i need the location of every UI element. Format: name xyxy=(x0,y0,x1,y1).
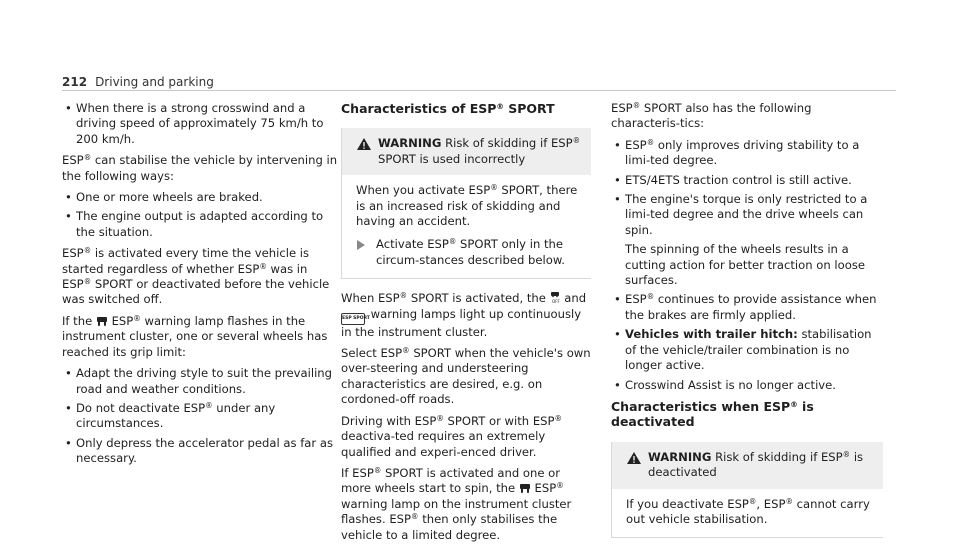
warning-header: WARNING Risk of skidding if ESP® SPORT is used incorrectly xyxy=(342,128,591,175)
list-item: • The engine output is adapted according to the situation. xyxy=(62,209,338,240)
list-item: • Vehicles with trailer hitch: stabilisation of the vehicle/trailer combination is no longer active. xyxy=(611,327,883,373)
warning-label: WARNING xyxy=(648,449,712,464)
list-item: • Adapt the driving style to suit the prevailing road and weather conditions. xyxy=(62,366,338,397)
list-item: • The engine's torque is only restricted to a limi-ted degree and the drive wheels can spin. The spinning of the wheels results in a cutting action for better traction on loose surfaces. xyxy=(611,192,883,288)
column-middle xyxy=(341,101,591,549)
warning-box xyxy=(341,128,591,279)
header-divider xyxy=(62,90,896,91)
esp-sport-characteristics-list xyxy=(611,138,883,393)
paragraph: Driving with ESP® SPORT or with ESP® deactiva-ted requires an extremely qualified and experi-enced driver. xyxy=(341,413,563,459)
paragraph: When ESP® SPORT is activated, the OFF and ESP SPORT warning lamps light up continuously in the instrument cluster. xyxy=(341,291,587,339)
page-header xyxy=(62,75,214,89)
paragraph: ESP® is activated every time the vehicle is started regardless of whether ESP® was in ESP® SPORT or deactivated before the vehicle was switched off. xyxy=(62,246,330,307)
section-title: Driving and parking xyxy=(95,75,214,89)
warning-header: WARNING Risk of skidding if ESP® is deactivated xyxy=(612,442,883,489)
list-item: • Do not deactivate ESP® under any circumstances. xyxy=(62,401,338,432)
warning-label: WARNING xyxy=(378,136,442,151)
list-item: • When there is a strong crosswind and a driving speed of approximately 75 km/h to 200 km/h. xyxy=(62,101,338,147)
paragraph: ESP® can stabilise the vehicle by intervening in the following ways: xyxy=(62,153,338,183)
svg-text:OFF: OFF xyxy=(551,299,560,305)
paragraph: If ESP® SPORT is activated and one or more wheels start to spin, the ESP® warning lamp on the instrument cluster flashes. ESP® then only stabilises the vehicle to a limited degree. xyxy=(341,465,572,542)
skid-warning-icon xyxy=(519,483,531,494)
esp-off-icon xyxy=(550,291,561,304)
paragraph: If the ESP® warning lamp flashes in the instrument cluster, one or several wheels has reached its grip limit: xyxy=(62,313,328,359)
warning-triangle-icon xyxy=(626,451,642,465)
column-left xyxy=(62,101,338,473)
section-heading: Characteristics when ESP® is deactivated xyxy=(611,398,814,430)
list-item: • Only depress the accelerator pedal as far as necessary. xyxy=(62,436,338,467)
paragraph: ESP® SPORT also has the following characteris-tics: xyxy=(611,101,812,131)
page-number: 212 xyxy=(62,75,88,89)
warning-body: When you activate ESP® SPORT, there is an increased risk of skidding and having an accident. Activate ESP® SPORT only in the circum-stances described below. xyxy=(356,183,578,267)
list-item: • Crosswind Assist is no longer active. xyxy=(611,378,883,393)
list-item: • ETS/4ETS traction control is still active. xyxy=(611,173,883,188)
warning-body: If you deactivate ESP®, ESP® cannot carry out vehicle stabilisation. xyxy=(626,496,870,526)
list-item: • ESP® only improves driving stability to a limi-ted degree. xyxy=(611,138,883,169)
esp-sport-icon: ESP SPORT xyxy=(341,313,365,325)
paragraph: Select ESP® SPORT when the vehicle's own over-steering and understeering characteristics are desired, e.g. on cordoned-off roads. xyxy=(341,346,591,407)
crosswind-list xyxy=(62,101,338,147)
intervention-list xyxy=(62,190,338,240)
skid-warning-icon xyxy=(96,316,108,327)
section-heading: Characteristics of ESP® SPORT xyxy=(341,101,555,116)
grip-limit-list xyxy=(62,366,338,466)
list-item: • ESP® continues to provide assistance when the brakes are firmly applied. xyxy=(611,292,883,323)
warning-triangle-icon xyxy=(356,137,372,151)
column-right xyxy=(611,101,883,550)
warning-box xyxy=(611,442,883,539)
list-item: • One or more wheels are braked. xyxy=(62,190,338,205)
action-arrow-icon xyxy=(356,240,366,250)
